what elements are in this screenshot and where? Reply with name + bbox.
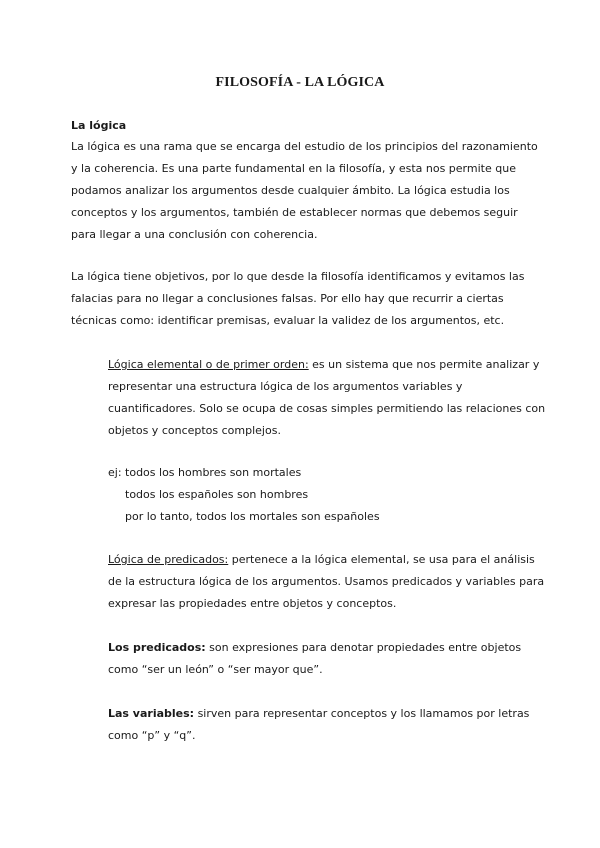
first-order-paragraph	[108, 354, 548, 442]
variables-paragraph	[108, 703, 548, 747]
example-line: por lo tanto, todos los mortales son españoles	[125, 510, 380, 523]
predicate-logic-paragraph	[108, 549, 548, 615]
first-order-term: Lógica elemental o de primer orden:	[108, 358, 309, 371]
predicates-text: son expresiones para denotar propiedades entre objetos como “ser un león” o “ser mayor que”.	[108, 641, 522, 676]
example-line: todos los españoles son hombres	[125, 488, 309, 501]
section-heading: La lógica	[71, 119, 127, 132]
objectives-paragraph: La lógica tiene objetivos, por lo que desde la filosofía identificamos y evitamos las falacias para no llegar a conclusiones falsas. Por ello hay que recurrir a ciertas técnicas como: identificar premisas, evaluar la validez de los argumentos, etc.	[71, 270, 525, 327]
example-block	[108, 462, 380, 528]
example-line: ej: todos los hombres son mortales	[108, 466, 302, 479]
page-title: FILOSOFÍA - LA LÓGICA	[215, 75, 385, 90]
intro-paragraph: La lógica es una rama que se encarga del estudio de los principios del razonamiento y la coherencia. Es una parte fundamental en la filosofía, y esta nos permite que podamos analizar los argumentos desde cualquier ámbito. La lógica estudia los conceptos y los argumentos, también de establecer normas que debemos seguir para llegar a una conclusión con coherencia.	[71, 140, 538, 241]
predicate-logic-text: pertenece a la lógica elemental, se usa para el análisis de la estructura lógica de los argumentos. Usamos predicados y variables para expresar las propiedades entre objetos y conceptos.	[108, 553, 545, 610]
variables-text: sirven para representar conceptos y los llamamos por letras como “p” y “q”.	[108, 707, 530, 742]
predicates-paragraph	[108, 637, 548, 681]
first-order-text: es un sistema que nos permite analizar y representar una estructura lógica de los argumentos variables y cuantificadores. Solo se ocupa de cosas simples permitiendo las relaciones con objetos y conceptos complejos.	[108, 358, 546, 437]
predicate-logic-term: Lógica de predicados:	[108, 553, 229, 566]
predicates-term: Los predicados:	[108, 641, 206, 654]
variables-term: Las variables:	[108, 707, 195, 720]
